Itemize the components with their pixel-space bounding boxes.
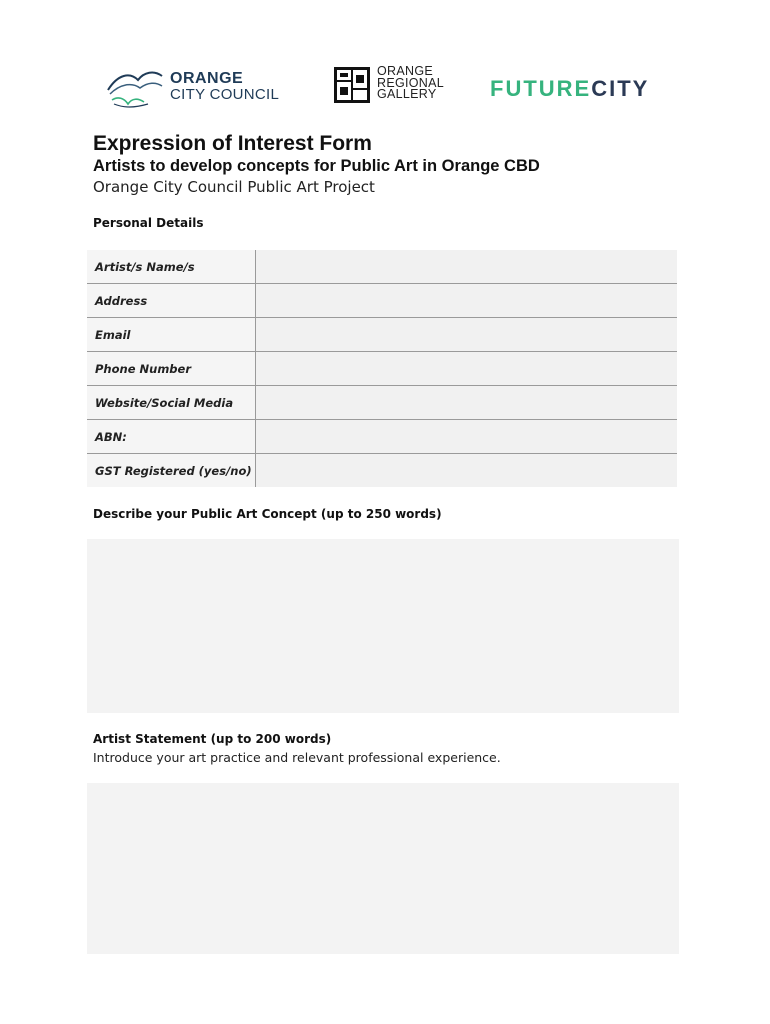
fc-logo-part1: FUTURE	[490, 76, 592, 101]
orange-city-council-emblem-icon	[104, 64, 166, 110]
form-subtitle: Artists to develop concepts for Public Art in Orange CBD	[93, 157, 540, 175]
org-logo-line3: GALLERY	[377, 87, 437, 101]
fc-logo-part2: CITY	[591, 76, 650, 101]
email-field[interactable]	[256, 318, 678, 352]
field-label: ABN:	[87, 420, 256, 454]
table-row	[87, 284, 677, 318]
logo-bar	[100, 60, 670, 116]
table-row	[87, 318, 677, 352]
org-logo-line1: ORANGE	[377, 64, 433, 78]
orange-city-council-logo	[104, 64, 279, 110]
table-row	[87, 250, 677, 284]
personal-details-table	[87, 250, 677, 487]
concept-heading: Describe your Public Art Concept (up to 250 words)	[93, 507, 442, 521]
form-title: Expression of Interest Form	[93, 132, 372, 155]
future-city-logo	[490, 76, 649, 102]
personal-details-heading: Personal Details	[93, 216, 204, 230]
table-row	[87, 420, 677, 454]
field-label: Website/Social Media	[87, 386, 256, 420]
org-logo-line2: REGIONAL	[377, 75, 444, 90]
gst-registered-field[interactable]	[256, 454, 678, 488]
phone-number-field[interactable]	[256, 352, 678, 386]
field-label: Email	[87, 318, 256, 352]
gallery-square-icon	[333, 66, 371, 104]
field-label: Artist/s Name/s	[87, 250, 256, 284]
orange-regional-gallery-logo	[333, 66, 444, 104]
abn-field[interactable]	[256, 420, 678, 454]
project-name: Orange City Council Public Art Project	[93, 178, 375, 196]
occ-logo-line2: CITY COUNCIL	[170, 86, 280, 103]
website-social-media-field[interactable]	[256, 386, 678, 420]
field-label: Phone Number	[87, 352, 256, 386]
address-field[interactable]	[256, 284, 678, 318]
artist-statement-textarea[interactable]	[87, 783, 679, 954]
artist-name-field[interactable]	[256, 250, 678, 284]
field-label: Address	[87, 284, 256, 318]
table-row	[87, 352, 677, 386]
artist-statement-heading: Artist Statement (up to 200 words)	[93, 732, 332, 746]
occ-logo-line1: ORANGE	[170, 70, 244, 87]
concept-textarea[interactable]	[87, 539, 679, 713]
field-label: GST Registered (yes/no)	[87, 454, 256, 488]
table-row	[87, 454, 677, 488]
artist-statement-subtext: Introduce your art practice and relevant professional experience.	[93, 750, 501, 765]
table-row	[87, 386, 677, 420]
